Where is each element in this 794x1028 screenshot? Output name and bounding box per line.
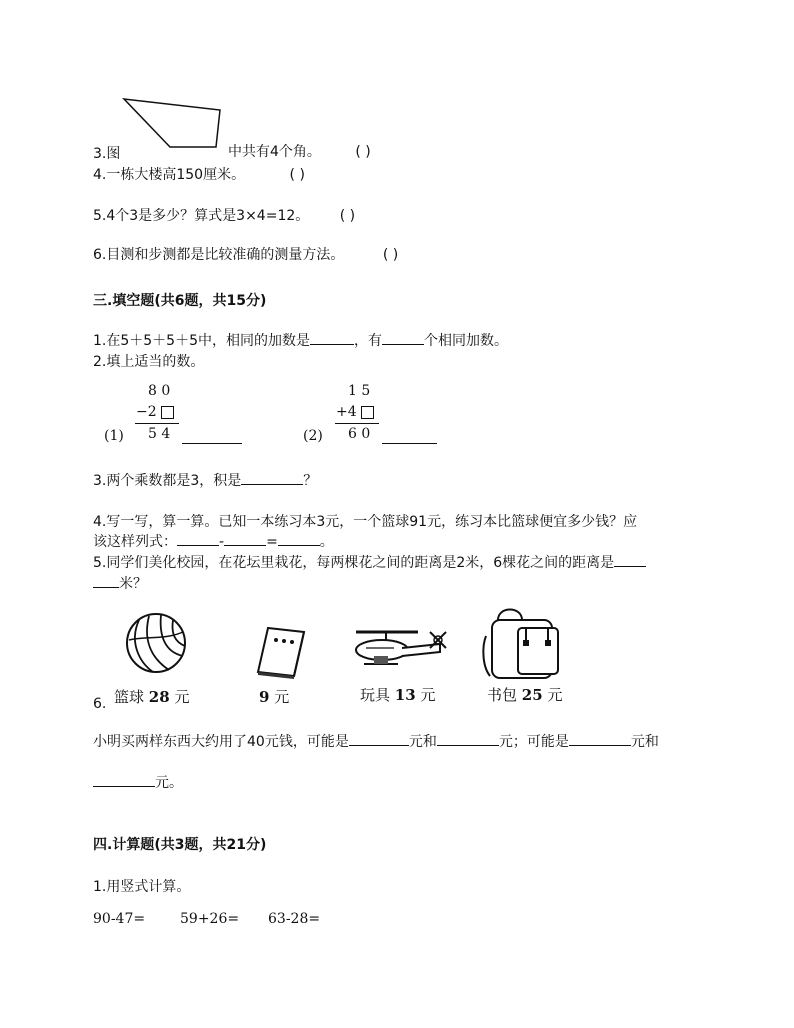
q5-text: 5.4个3是多少？算式是3×4=12。 — [93, 208, 310, 224]
fill-q6-line1d: 元和 — [630, 734, 659, 750]
fill-q3-part-a: 3.两个乘数都是3，积是 — [93, 473, 242, 489]
notebook-icon — [254, 624, 308, 680]
quadrilateral-figure — [120, 96, 226, 152]
calc2-line — [335, 423, 379, 424]
answer-blank[interactable] — [310, 330, 354, 345]
fill-q4-line1: 4.写一写，算一算。已知一本练习本3元，一个篮球91元，练习本比篮球便宜多少钱？应 — [93, 514, 638, 530]
fill-q1-part-c: 个相同加数。 — [424, 333, 508, 349]
answer-blank[interactable] — [614, 552, 646, 567]
fill-q1-part-b: ，有 — [354, 333, 382, 349]
calc2-top: 1 5 — [348, 383, 371, 399]
answer-paren[interactable]: ( ) — [355, 144, 371, 160]
q6-text: 6.目测和步测都是比较准确的测量方法。 — [93, 247, 345, 263]
q3-suffix: 中共有4个角。 — [228, 144, 321, 160]
fill-q6-line2: 元。 — [155, 775, 183, 791]
fill-question-5-line2 — [93, 573, 147, 593]
item-price: 28 — [148, 688, 170, 706]
fill-question-4-line2 — [93, 531, 334, 551]
answer-blank[interactable] — [349, 731, 409, 746]
section-4-title: 四.计算题(共3题，共21分) — [93, 837, 267, 853]
fill-question-6-line1 — [93, 731, 659, 751]
missing-digit-box[interactable] — [161, 406, 174, 419]
fill-q6-line1b: 元和 — [408, 734, 437, 750]
q4-text: 4.一栋大楼高150厘米。 — [93, 167, 246, 183]
fill-q6-number: 6. — [93, 696, 107, 712]
item-name: 书包 — [487, 686, 518, 704]
question-5-true-false — [93, 205, 355, 225]
answer-blank[interactable] — [278, 531, 320, 546]
period: 。 — [319, 534, 334, 550]
equals-sign: = — [266, 534, 278, 550]
item-price: 25 — [521, 686, 543, 704]
schoolbag-icon — [478, 606, 564, 680]
item-name: 篮球 — [114, 688, 145, 706]
basketball-icon — [125, 612, 187, 674]
calc-expr-3: 63-28= — [268, 911, 321, 927]
minus-sign: - — [219, 534, 225, 550]
fill-q3-part-b: ？ — [303, 473, 318, 489]
calc1-result: 5 4 — [148, 426, 171, 442]
question-4-true-false — [93, 164, 305, 184]
item-unit: 元 — [274, 688, 290, 706]
fill-q5-line2: 米？ — [119, 576, 147, 592]
fill-question-1 — [93, 330, 508, 350]
answer-blank[interactable] — [93, 573, 119, 588]
answer-blank[interactable] — [382, 330, 424, 345]
item-unit: 元 — [174, 688, 190, 706]
answer-paren[interactable]: ( ) — [339, 208, 356, 224]
item-label-notebook — [259, 686, 289, 707]
fill-q6-line1a: 小明买两样东西大约用了40元钱，可能是 — [93, 734, 349, 750]
fill-question-6-line2 — [93, 772, 183, 792]
fill-q2-text: 2.填上适当的数。 — [93, 354, 205, 370]
item-unit: 元 — [547, 686, 563, 704]
calc-q1-text: 1.用竖式计算。 — [93, 879, 191, 895]
answer-blank[interactable] — [382, 429, 437, 444]
calc1-operand: −2 — [136, 404, 157, 420]
answer-paren[interactable]: ( ) — [289, 167, 305, 183]
fill-question-3 — [93, 470, 317, 490]
item-price: 13 — [394, 686, 416, 704]
answer-blank[interactable] — [241, 470, 303, 485]
item-label-schoolbag — [487, 684, 562, 705]
answer-blank[interactable] — [224, 531, 266, 546]
fill-q5-line1: 5.同学们美化校园，在花坛里栽花，每两棵花之间的距离是2米，6棵花之间的距离是 — [93, 555, 615, 571]
item-label-basketball — [114, 686, 189, 707]
answer-blank[interactable] — [177, 531, 219, 546]
fill-question-5-line1 — [93, 552, 646, 572]
calc1-label: (1) — [104, 428, 124, 444]
question-3-true-false — [93, 143, 120, 163]
q3-prefix: 3.图 — [93, 146, 121, 162]
calc2-mid — [336, 404, 374, 420]
question-6-true-false — [93, 244, 398, 264]
item-price: 9 — [259, 688, 270, 706]
toy-helicopter-icon — [352, 626, 450, 672]
calc2-label: (2) — [303, 428, 323, 444]
calc-expr-2: 59+26= — [180, 911, 240, 927]
calc-expr-1: 90-47= — [93, 911, 146, 927]
item-label-toy — [360, 684, 435, 705]
q3-suffix-row — [228, 141, 371, 161]
calc1-line — [135, 423, 179, 424]
fill-q4-line2a: 该这样列式： — [93, 534, 177, 550]
answer-paren[interactable]: ( ) — [382, 247, 399, 263]
calc1-top: 8 0 — [148, 383, 171, 399]
calc2-operand: +4 — [336, 404, 357, 420]
answer-blank[interactable] — [182, 429, 242, 444]
item-unit: 元 — [420, 686, 436, 704]
answer-blank[interactable] — [93, 772, 155, 787]
fill-q1-part-a: 1.在5＋5＋5＋5中，相同的加数是 — [93, 333, 310, 349]
answer-blank[interactable] — [437, 731, 499, 746]
answer-blank[interactable] — [569, 731, 631, 746]
fill-q6-line1c: 元；可能是 — [498, 734, 569, 750]
calc1-mid — [136, 404, 174, 420]
item-name: 玩具 — [360, 686, 391, 704]
missing-digit-box[interactable] — [361, 406, 374, 419]
calc2-result: 6 0 — [348, 426, 371, 442]
section-3-title: 三.填空题(共6题，共15分) — [93, 293, 267, 309]
